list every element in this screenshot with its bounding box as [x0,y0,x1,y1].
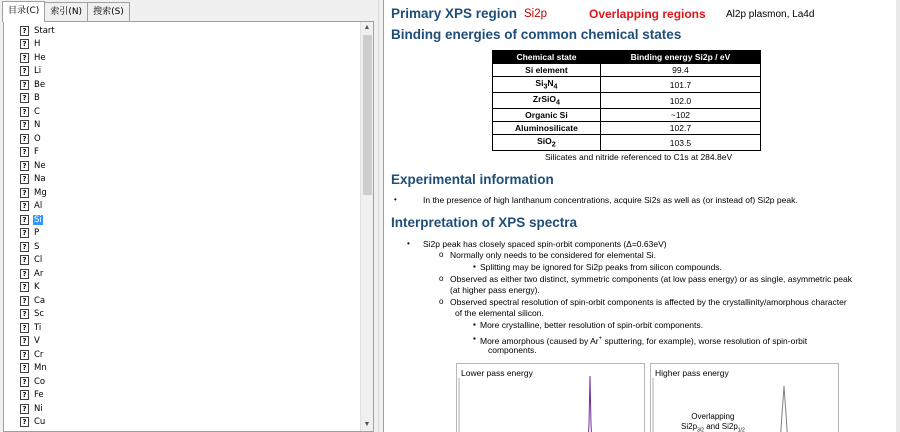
tree-item-label: Ca [34,295,46,306]
tree-item-co[interactable] [20,375,360,389]
tree-item-ti[interactable] [20,321,360,335]
tree-item-label: Al [34,201,43,212]
tree-item-si[interactable] [20,213,360,227]
tree-item-mn[interactable] [20,362,360,376]
table-row [493,93,761,109]
tree-item-label: He [34,52,46,63]
tree-item-al[interactable] [20,200,360,214]
bullet-icon: ▪ [473,334,476,343]
primary-region-label: Primary XPS region [391,6,518,21]
help-topic-icon: ? [20,120,29,130]
scrollbar-thumb[interactable] [363,35,372,195]
topic-content-pane [384,0,900,432]
tree-item-label: Ti [34,322,42,333]
interp-text: sputtering, for example), worse resolution of spin-orbit [602,335,808,346]
tree-item-ca[interactable] [20,294,360,308]
binding-energy-table [492,50,761,151]
table-row [493,122,761,135]
contents-tree [20,24,360,429]
tree-item-start[interactable] [20,24,360,38]
chemical-state-cell: ZrSiO$_4$ [493,93,601,109]
help-topic-icon: ? [20,255,29,265]
tree-item-label: N [34,120,41,131]
contents-tree-box [3,21,374,432]
help-topic-icon: ? [20,269,29,279]
binding-energy-cell: 102.7 [600,122,760,135]
help-topic-icon: ? [20,377,29,387]
scroll-down-arrow-icon[interactable]: ▼ [363,421,371,428]
tree-item-label: Be [34,79,46,90]
tree-item-ne[interactable] [20,159,360,173]
help-topic-icon: ? [20,296,29,306]
tree-item-label: Sc [34,309,45,320]
tab-search[interactable]: 搜索(S) [87,2,130,21]
tree-item-label: B [34,93,40,104]
nav-tab-strip [2,1,129,21]
tree-item-label: F [34,147,39,158]
interp-text: More amorphous (caused by Ar [480,335,599,346]
tree-scrollbar[interactable] [360,22,373,431]
help-topic-icon: ? [20,309,29,319]
tree-item-label: Cl [34,255,43,266]
experimental-info-heading: Experimental information [391,172,554,187]
help-topic-icon: ? [20,404,29,414]
binding-energy-cell: 99.4 [600,64,760,77]
tree-item-label: Co [34,376,46,387]
binding-energy-cell: 102.0 [600,93,760,109]
help-topic-icon: ? [20,161,29,171]
tree-item-cr[interactable] [20,348,360,362]
table-row [493,109,761,122]
tree-item-b[interactable] [20,92,360,106]
help-topic-icon: ? [20,323,29,333]
lower-pass-energy-plot [456,363,645,432]
tree-item-label: Si [34,214,42,225]
spectrum-peak [780,386,788,432]
interp-bullet-1c2-line2: components. [488,345,537,355]
table-row [493,135,761,151]
annotation-text: $Si2p_{3/2}$ and $Si2p_{1/2}$ [681,422,745,432]
bullet-icon: • [394,195,397,204]
interp-bullet-1c-line1: Observed spectral resolution of spin-orbit components is affected by the crystallinity/amorphous character [450,297,847,307]
interp-bullet-1b-line1: Observed as either two distinct, symmetric components (at low pass energy) or as single, asymmetric peak [450,274,853,284]
tree-item-li[interactable] [20,65,360,79]
help-topic-icon: ? [20,66,29,76]
bullet-icon: o [439,274,444,283]
help-topic-icon: ? [20,201,29,211]
tree-item-sc[interactable] [20,308,360,322]
bullet-icon: o [439,250,444,259]
help-topic-icon: ? [20,336,29,346]
tree-item-label: Mg [34,187,47,198]
help-topic-icon: ? [20,215,29,225]
tree-item-p[interactable] [20,227,360,241]
tree-item-ar[interactable] [20,267,360,281]
spectrum-peak [588,376,592,432]
tree-item-s[interactable] [20,240,360,254]
tree-item-label: K [34,282,40,293]
tree-item-label: Na [34,174,46,185]
interp-bullet-1a1: Splitting may be ignored for Si2p peaks from silicon compounds. [480,262,722,272]
tree-item-label: S [34,241,40,252]
tree-item-label: Fe [34,390,44,401]
tree-item-c[interactable] [20,105,360,119]
help-topic-icon: ? [20,350,29,360]
tree-item-ni[interactable] [20,402,360,416]
tree-item-label: P [34,228,40,239]
tree-item-label: V [34,336,40,347]
tree-item-label: Mn [34,363,47,374]
help-topic-icon: ? [20,26,29,36]
bullet-icon: o [439,297,444,306]
table-header-state: Chemical state [493,51,601,64]
binding-energy-cell: 101.7 [600,77,760,93]
tree-item-label: H [34,39,41,50]
table-header-energy: Binding energy Si2p / eV [600,51,760,64]
primary-region-value: Si2p [524,8,548,20]
binding-energy-cell: 103.5 [600,135,760,151]
tree-item-label: Start [34,25,55,36]
chemical-state-cell: Aluminosilicate [493,122,601,135]
overlapping-regions-value: Al2p plasmon, La4d [726,9,815,20]
binding-energy-cell: ~102 [600,109,760,122]
tree-item-k[interactable] [20,281,360,295]
tree-item-label: O [34,133,41,144]
help-topic-icon: ? [20,134,29,144]
interpretation-heading: Interpretation of XPS spectra [391,215,578,230]
scroll-up-arrow-icon[interactable]: ▲ [363,24,371,31]
help-topic-icon: ? [20,363,29,373]
tree-item-o[interactable] [20,132,360,146]
table-row [493,77,761,93]
tree-item-cl[interactable] [20,254,360,268]
help-topic-icon: ? [20,174,29,184]
overlapping-regions-label: Overlapping regions [589,7,706,21]
content-scrollbar[interactable] [896,0,900,432]
bullet-icon: • [407,239,410,248]
help-topic-icon: ? [20,242,29,252]
chemical-state-cell: Si element [493,64,601,77]
binding-energies-heading: Binding energies of common chemical states [391,27,682,42]
tree-item-label: Ar [34,268,44,279]
table-caption: Silicates and nitride referenced to C1s at 284.8eV [545,152,733,162]
tree-item-label: Ni [34,403,43,414]
plot-title: Higher pass energy [655,368,729,378]
tree-item-label: Cr [34,349,44,360]
experimental-text: In the presence of high lanthanum concentrations, acquire Si2s as well as (or instead of) Si2p peak. [423,195,798,205]
help-topic-icon: ? [20,390,29,400]
table-row [493,64,761,77]
tree-item-fe[interactable] [20,389,360,403]
help-topic-icon: ? [20,188,29,198]
bullet-icon: ▪ [473,320,476,329]
tree-item-f[interactable] [20,146,360,160]
help-topic-icon: ? [20,282,29,292]
help-topic-icon: ? [20,147,29,157]
navigation-pane [0,0,378,432]
interp-bullet-1c-line2: of the elemental silicon. [455,308,544,318]
tree-item-h[interactable] [20,38,360,52]
tab-contents[interactable]: 目录(C) [2,1,45,22]
tree-item-label: Cu [34,417,46,428]
annotation-text: Overlapping [691,412,735,421]
help-topic-icon: ? [20,53,29,63]
help-topic-icon: ? [20,107,29,117]
lower-pass-spectrum-graphic [457,364,646,432]
plot-title: Lower pass energy [461,368,533,378]
tree-item-cu[interactable] [20,416,360,430]
help-topic-icon: ? [20,228,29,238]
bullet-icon: ▪ [473,262,476,271]
higher-pass-energy-plot [650,363,839,432]
help-topic-icon: ? [20,39,29,49]
tree-item-label: Li [34,66,42,77]
tab-index[interactable]: 索引(N) [44,2,88,21]
tree-item-mg[interactable] [20,186,360,200]
tree-item-he[interactable] [20,51,360,65]
interp-bullet-1a: Normally only needs to be considered for elemental Si. [450,250,656,260]
help-topic-icon: ? [20,93,29,103]
higher-pass-spectrum-graphic [651,364,840,432]
tree-item-na[interactable] [20,173,360,187]
interp-bullet-1c1: More crystalline, better resolution of spin-orbit components. [480,320,703,330]
tree-item-be[interactable] [20,78,360,92]
chemical-state-cell: Organic Si [493,109,601,122]
tree-item-v[interactable] [20,335,360,349]
chemical-state-cell: SiO$_2$ [493,135,601,151]
interp-bullet-1: Si2p peak has closely spaced spin-orbit components (Δ=0.63eV) [423,239,667,249]
tree-item-n[interactable] [20,119,360,133]
tree-item-label: Ne [34,160,46,171]
help-topic-icon: ? [20,80,29,90]
help-topic-icon: ? [20,417,29,427]
superscript-plus: + [598,336,603,342]
interp-bullet-1b-line2: (at higher pass energy). [450,285,540,295]
tree-item-label: C [34,106,40,117]
chemical-state-cell: $Si_3N_4$ [493,77,601,93]
